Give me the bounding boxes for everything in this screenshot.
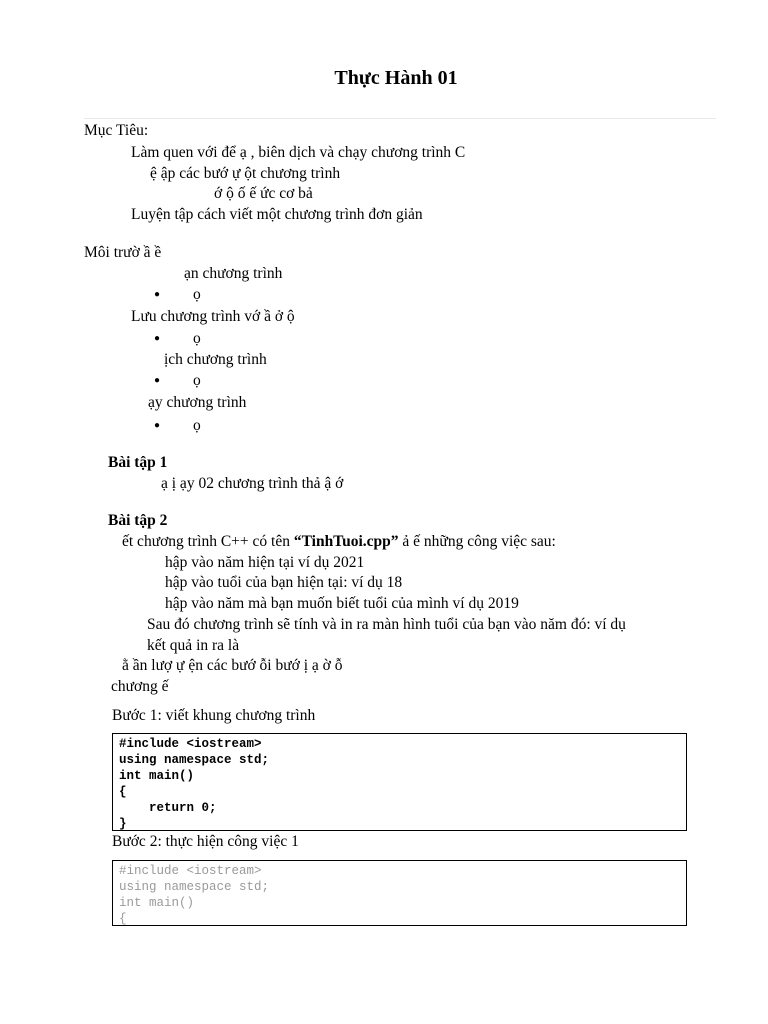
exercise-1-heading: Bài tập 1: [108, 454, 168, 471]
exercise-2-heading: Bài tập 2: [108, 512, 168, 529]
task-1: hập vào năm hiện tại ví dụ 2021: [165, 554, 365, 571]
task-4-continued: kết quả in ra là: [147, 637, 240, 654]
code-line: using namespace std;: [119, 880, 270, 894]
code-line: int main(): [119, 896, 195, 910]
code-line: return 0;: [119, 801, 217, 815]
bullet-marker: ●: [154, 289, 161, 300]
environment-line-4: ạy chương trình: [148, 394, 247, 411]
header-divider: [84, 118, 716, 119]
task-3: hập vào năm mà bạn muốn biết tuổi của mình ví dụ 2019: [165, 595, 519, 612]
page-title: Thực Hành 01: [334, 67, 458, 89]
environment-line-1: ạn chương trình: [184, 265, 283, 282]
code-line: }: [119, 817, 127, 831]
exercise-2-intro: [122, 532, 556, 552]
environment-line-2: Lưu chương trình vớ ầ ở ộ: [131, 308, 295, 325]
objective-line-2: ệ ập các bướ ự ột chương trình: [150, 165, 341, 182]
code-block-2: [112, 860, 687, 926]
note-line-1: ằ ần lượ ự ện các bướ ỗi bướ ị ạ ờ ỗ: [122, 657, 343, 674]
step-2-label: Bước 2: thực hiện công việc 1: [112, 833, 299, 850]
code-line: using namespace std;: [119, 753, 270, 767]
code-line: #include <iostream>: [119, 864, 262, 878]
objective-line-3: ớ ộ ố ế ức cơ bả: [214, 185, 313, 202]
exercise-2-intro-text: ết chương trình C++ có tên: [122, 533, 294, 550]
task-2: hập vào tuổi của bạn hiện tại: ví dụ 18: [165, 574, 403, 591]
code-block-1: [112, 733, 687, 831]
environment-bullet-1: ọ: [193, 286, 201, 303]
environment-bullet-3: ọ: [193, 372, 201, 389]
program-filename: “TinhTuoi.cpp”: [293, 533, 399, 550]
objectives-heading: Mục Tiêu:: [84, 122, 149, 139]
bullet-marker: ●: [154, 420, 161, 431]
environment-heading: Môi trườ ầ ề: [84, 244, 162, 261]
environment-bullet-2: ọ: [193, 330, 201, 347]
step-1-label: Bước 1: viết khung chương trình: [112, 707, 316, 724]
note-line-2: chương ế: [111, 678, 169, 695]
exercise-2-intro-rest: ả ế những công việc sau:: [398, 533, 556, 550]
code-line: {: [119, 785, 127, 799]
code-line: {: [119, 912, 127, 926]
code-line: #include <iostream>: [119, 737, 262, 751]
environment-bullet-4: ọ: [193, 417, 201, 434]
code-line: int main(): [119, 769, 195, 783]
environment-line-3: ịch chương trình: [164, 351, 267, 368]
objective-line-4: Luyện tập cách viết một chương trình đơn giản: [131, 206, 423, 223]
objective-line-1: Làm quen với để ạ , biên dịch và chạy chương trình C: [131, 144, 466, 161]
bullet-marker: ●: [154, 333, 161, 344]
exercise-1-line: ạ ị ạy 02 chương trình thả ậ ớ: [161, 475, 344, 492]
task-4: Sau đó chương trình sẽ tính và in ra màn hình tuổi của bạn vào năm đó: ví dụ: [147, 616, 626, 633]
bullet-marker: ●: [154, 375, 161, 386]
